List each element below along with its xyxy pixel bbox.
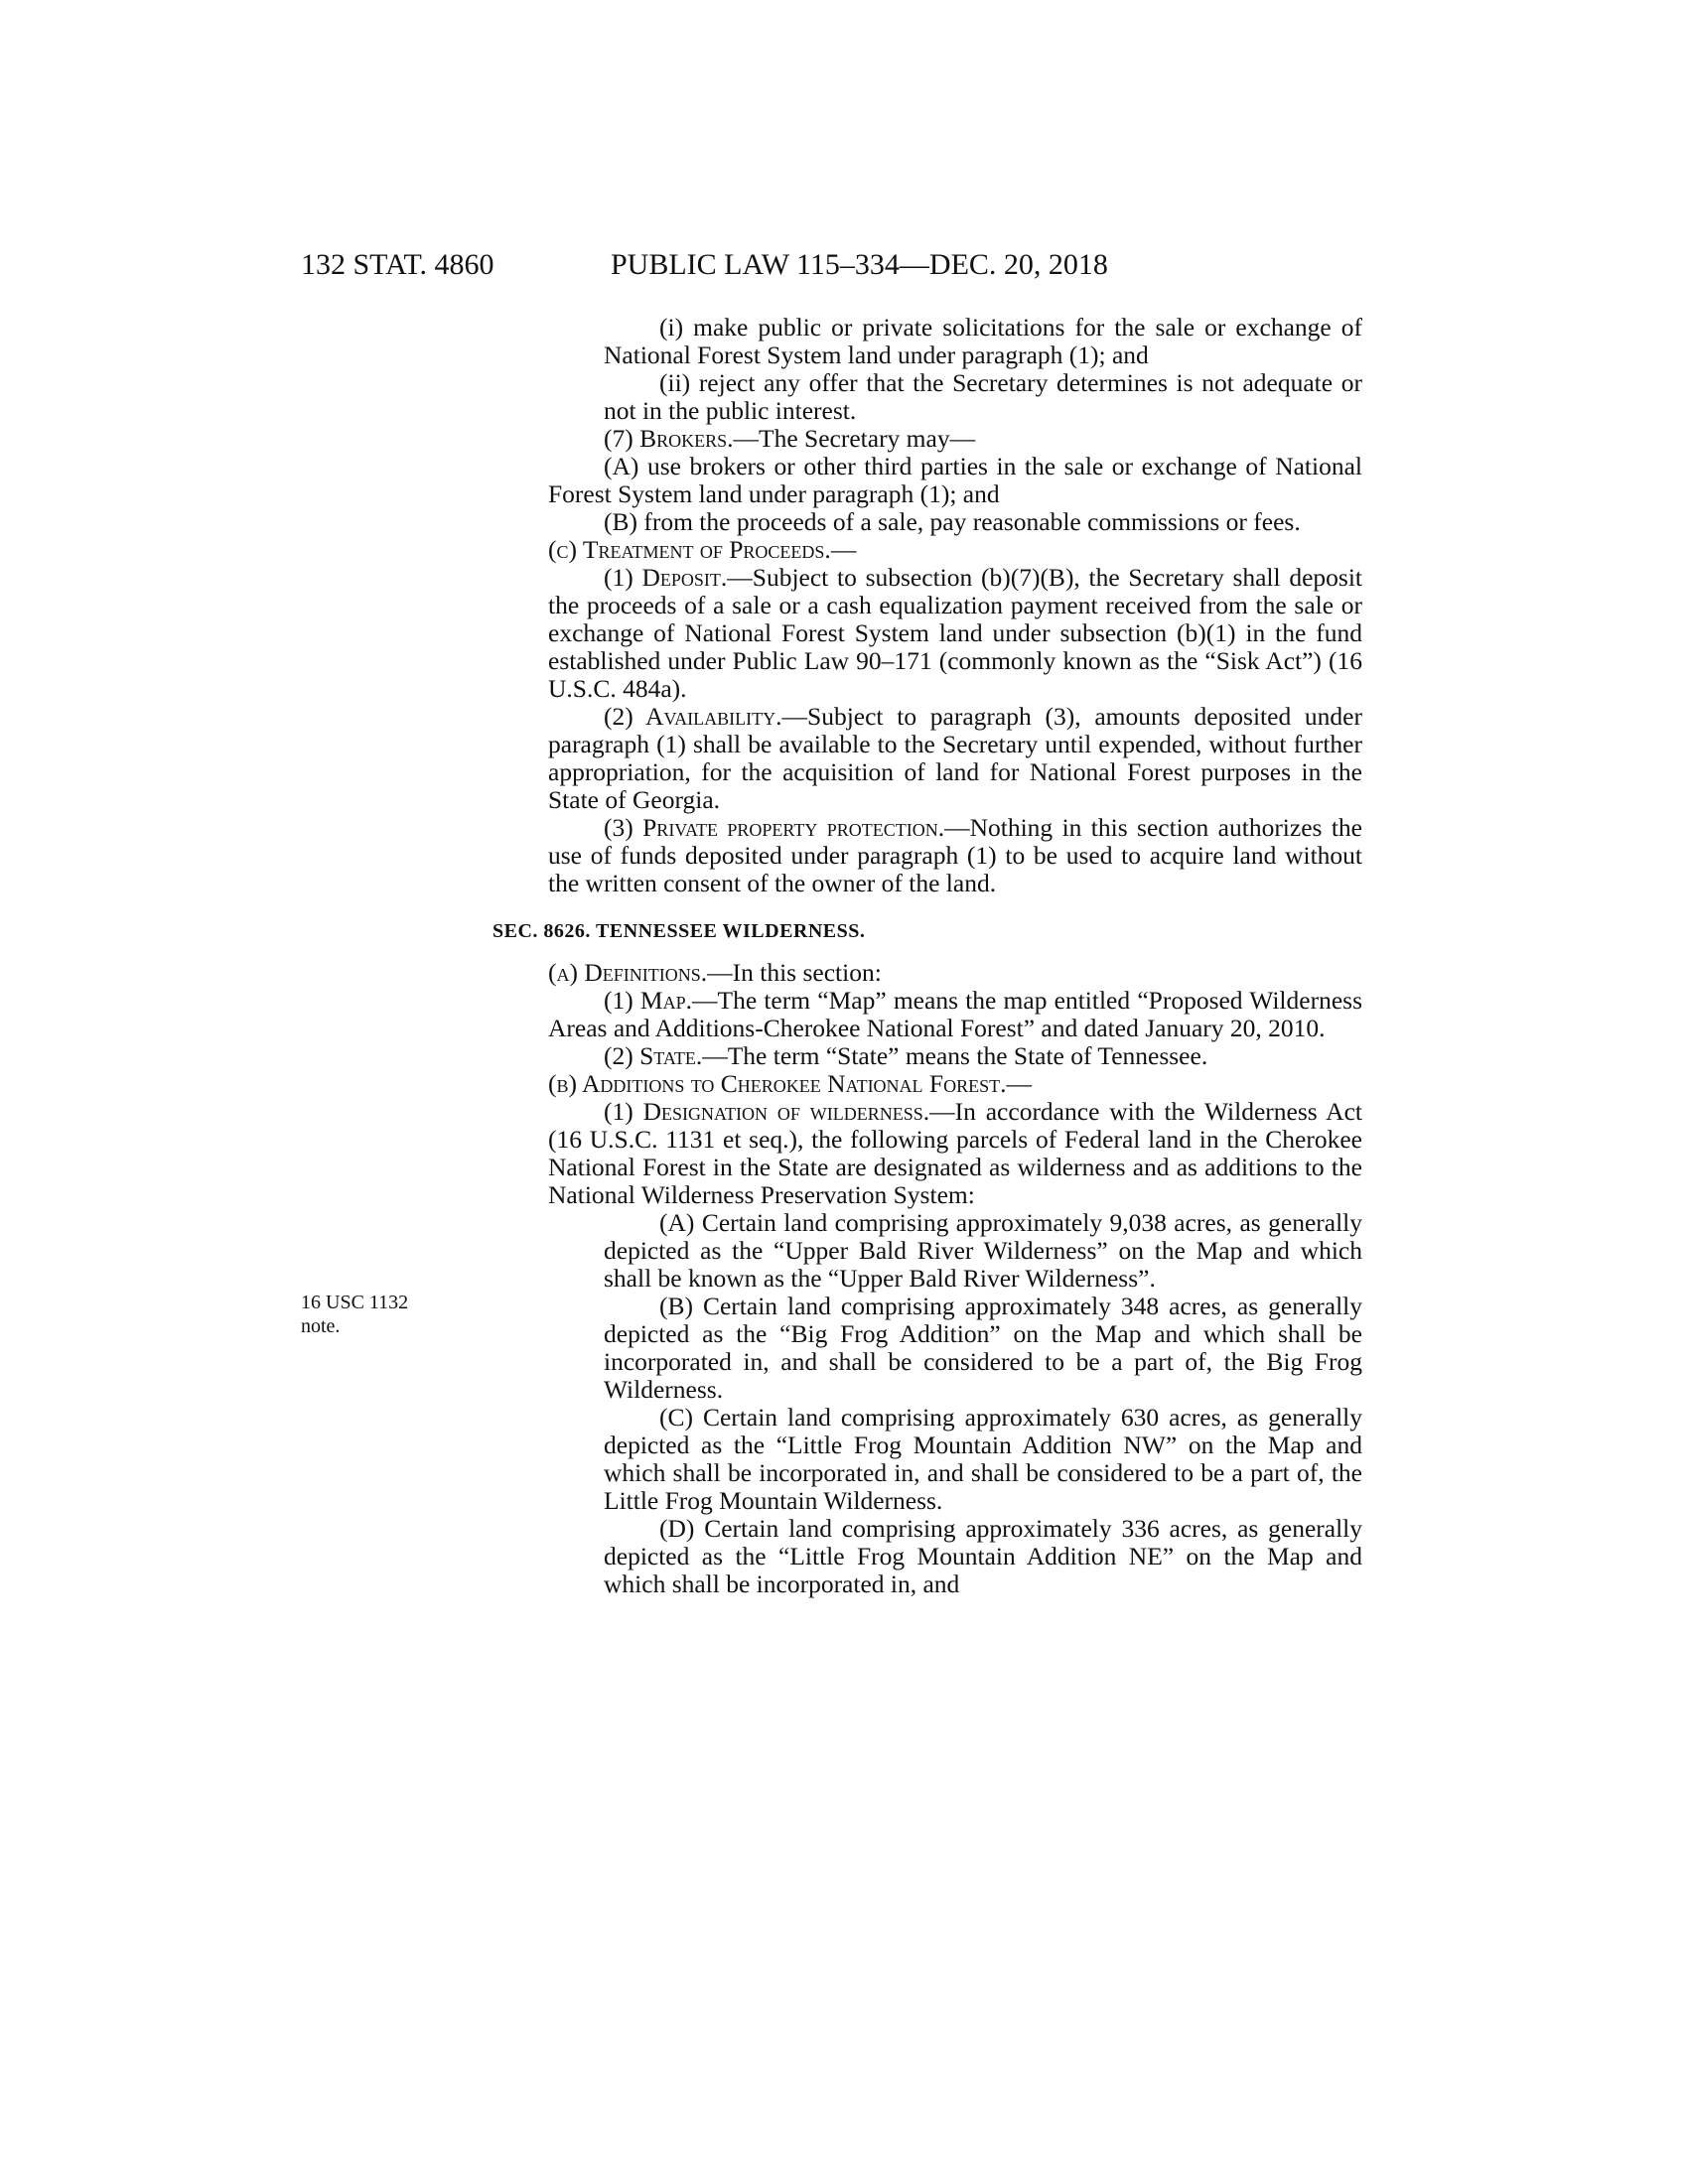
page-header bbox=[301, 248, 1214, 288]
paragraph-b1-b: (B) Certain land comprising approximately 348 acres, as generally depicted as the “Big Frog Addition” on the Map and which shall be incorporated in, and shall be considered to be a part of, the Big Frog Wilderness. bbox=[604, 1292, 1362, 1404]
paragraph-c2 bbox=[548, 703, 1362, 814]
document-body bbox=[492, 313, 1363, 1598]
paragraph-c2-text: —Subject to paragraph (3), amounts deposited under paragraph (1) shall be available to the Secretary until expended, without further appropriation, for the acquisition of land for National Forest purposes in the State of Georgia. bbox=[548, 702, 1362, 814]
subsection-c-heading: (c) Treatment of Proceeds. bbox=[548, 535, 831, 564]
paragraph-b1 bbox=[548, 1098, 1362, 1209]
subsection-a bbox=[548, 959, 1362, 987]
paragraph-b1-d: (D) Certain land comprising approximately 336 acres, as generally depicted as the “Little Frog Mountain Addition NE” on the Map and which shall be incorporated in, and bbox=[604, 1514, 1362, 1598]
paragraph-c3 bbox=[548, 814, 1362, 897]
paragraph-b7-a: (A) use brokers or other third parties in the sale or exchange of National Forest System land under paragraph (1); and bbox=[548, 452, 1362, 508]
stat-citation: 132 STAT. 4860 bbox=[301, 248, 494, 281]
paragraph-b1-c: (C) Certain land comprising approximately 630 acres, as generally depicted as the “Little Frog Mountain Addition NW” on the Map and which shall be incorporated in, and shall be considered to be a part of, the Little Frog Mountain Wilderness. bbox=[604, 1403, 1362, 1515]
public-law-title: PUBLIC LAW 115–334—DEC. 20, 2018 bbox=[611, 248, 1108, 281]
paragraph-b6-i: (i) make public or private solicitations for the sale or exchange of National Forest System land under paragraph (1); and bbox=[604, 313, 1362, 369]
paragraph-b7-text: —The Secretary may— bbox=[733, 424, 976, 453]
paragraph-a1-text: —The term “Map” means the map entitled “Proposed Wilderness Areas and Additions-Cherokee National Forest” and dated January 20, 2010. bbox=[548, 986, 1362, 1042]
margin-note-line-1: 16 USC 1132 bbox=[301, 1292, 409, 1313]
paragraph-a1 bbox=[548, 987, 1362, 1042]
margin-note bbox=[301, 1291, 408, 1338]
paragraph-b7-heading: (7) Brokers. bbox=[604, 424, 734, 453]
paragraph-b1-heading: (1) Designation of wilderness. bbox=[604, 1097, 930, 1126]
paragraph-c1-heading: (1) Deposit. bbox=[604, 563, 728, 592]
paragraph-b1-a: (A) Certain land comprising approximately 9,038 acres, as generally depicted as the “Upper Bald River Wilderness” on the Map and which shall be known as the “Upper Bald River Wilderness”. bbox=[604, 1208, 1362, 1293]
paragraph-c2-heading: (2) Availability. bbox=[604, 702, 782, 731]
subsection-b-heading: (b) Additions to Cherokee National Forest. bbox=[548, 1069, 1007, 1098]
paragraph-c1 bbox=[548, 564, 1362, 703]
paragraph-c3-heading: (3) Private property protection. bbox=[604, 813, 945, 842]
paragraph-b6-ii: (ii) reject any offer that the Secretary determines is not adequate or not in the public interest. bbox=[604, 368, 1362, 425]
subsection-c bbox=[548, 536, 1362, 564]
subsection-c-text: — bbox=[830, 535, 857, 564]
paragraph-c3-text: —Nothing in this section authorizes the use of funds deposited under paragraph (1) to be used to acquire land without the written consent of the owner of the land. bbox=[548, 813, 1362, 897]
paragraph-a2-heading: (2) State. bbox=[604, 1041, 703, 1070]
subsection-a-heading: (a) Definitions. bbox=[548, 958, 708, 987]
paragraph-a2-text: —The term “State” means the State of Tennessee. bbox=[702, 1041, 1208, 1070]
paragraph-a1-heading: (1) Map. bbox=[604, 986, 692, 1015]
subsection-b bbox=[548, 1070, 1362, 1098]
paragraph-a2 bbox=[548, 1042, 1362, 1070]
margin-note-line-2: note. bbox=[301, 1315, 341, 1337]
section-heading: SEC. 8626. TENNESSEE WILDERNESS. bbox=[492, 920, 866, 942]
subsection-a-text: —In this section: bbox=[707, 958, 882, 987]
paragraph-b7 bbox=[548, 425, 1362, 453]
subsection-b-text: — bbox=[1006, 1069, 1032, 1098]
paragraph-c1-text: —Subject to subsection (b)(7)(B), the Secretary shall deposit the proceeds of a sale or a cash equalization payment received from the sale or exchange of National Forest System land under subsection (b)(1) in the fund established under Public Law 90–171 (commonly known as the “Sisk Act”) (16 U.S.C. 484a). bbox=[548, 563, 1363, 703]
paragraph-b1-text: —In accordance with the Wilderness Act (16 U.S.C. 1131 et seq.), the following parcels of Federal land in the Cherokee National Forest in the State are designated as wilderness and as additions to the National Wilderness Preservation System: bbox=[548, 1097, 1362, 1209]
paragraph-b7-b: (B) from the proceeds of a sale, pay reasonable commissions or fees. bbox=[604, 507, 1301, 536]
